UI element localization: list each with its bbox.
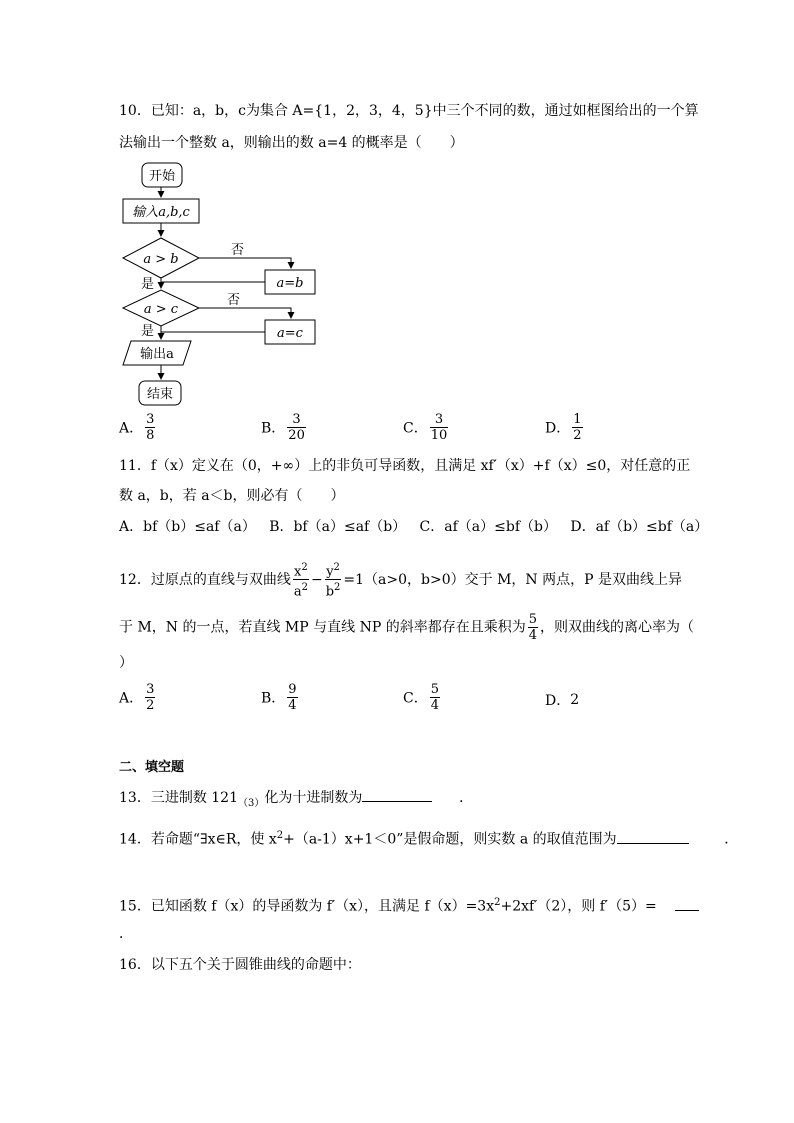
fraction: $\frac{3}{2}$ — [146, 682, 155, 713]
q15-line-1: 15．已知函数 f（x）的导函数为 f′（x），且满足 $f(x)=3x^2+2xf'(2)$，则 f′（5）= — [119, 893, 699, 917]
flow-output-label: 输出a — [140, 347, 174, 362]
flow-no2-label: 否 — [227, 293, 241, 308]
q15-line-2: ． — [119, 926, 133, 942]
fraction: $\frac{9}{4}$ — [288, 682, 297, 713]
fraction: $\frac{3}{20}$ — [288, 412, 305, 443]
q10-option-c — [403, 412, 450, 443]
flow-yes2-label: 是 — [141, 324, 155, 339]
flow-assign2-label: a=c — [277, 326, 303, 341]
q13: 13．三进制数 $121_{(3)}$化为十进制数为 ． — [119, 787, 473, 814]
flow-assign1-label: a=b — [276, 276, 304, 291]
answer-blank[interactable] — [617, 829, 689, 844]
option-label: B． — [261, 420, 286, 437]
fraction: $\frac{3}{10}$ — [430, 412, 448, 443]
q12-option-c: C． $\frac{5}{4}$ — [403, 682, 439, 713]
q11-option-d: D．af（b）≤bf（a） — [570, 519, 709, 535]
q12-option-d: D．2 — [545, 692, 580, 709]
hyperbola-x-term: $\frac{x^2}{a^2}$ — [293, 562, 308, 600]
section-fill-in-title: 二、填空题 — [119, 760, 185, 775]
flow-input-label: 输入a,b,c — [132, 205, 190, 220]
flow-end-label: 结束 — [146, 387, 174, 402]
flowchart — [119, 158, 319, 410]
q11-option-a: A．bf（b）≤af（a） — [119, 519, 256, 535]
q12-option-a: A． $\frac{3}{2}$ — [119, 682, 155, 713]
q12-line-2: 于 M，N 的一点，若直线 MP 与直线 NP 的斜率都存在且乘积为 $\frac{5}{4}$ ，则双曲线的离心率为（ — [119, 612, 694, 643]
q11-line-2: 数 a，b，若 a＜b，则必有（ ） — [119, 488, 345, 504]
flow-yes1-label: 是 — [141, 277, 155, 292]
q12-line-3: ） — [119, 655, 133, 671]
q12-option-b: B． $\frac{9}{4}$ — [261, 682, 297, 713]
q10-option-d — [545, 412, 585, 443]
slope-product-fraction: $\frac{5}{4}$ — [528, 612, 537, 643]
answer-blank[interactable] — [675, 896, 699, 911]
q12-pre: 12．过原点的直线与双曲线 — [119, 571, 291, 588]
hyperbola-y-term: $\frac{y^2}{b^2}$ — [325, 562, 341, 600]
q10-line-1: 10．已知：a，b，c为集合 A={1，2，3，4，5}中三个不同的数，通过如框图给出的一个算 — [119, 103, 699, 119]
flow-start-label: 开始 — [148, 169, 176, 184]
q11-line-1: 11．f（x）定义在（0，+∞）上的非负可导函数，且满足 xf′（x）+f（x）≤0，对任意的正 — [119, 458, 691, 474]
fraction: $\frac{3}{8}$ — [146, 412, 155, 443]
q16: 16．以下五个关于圆锥曲线的命题中： — [119, 957, 361, 973]
q11-options — [119, 517, 708, 537]
flow-no1-label: 否 — [231, 243, 245, 258]
q10-line-2: 法输出一个整数 a，则输出的数 a=4 的概率是（ ） — [119, 135, 464, 151]
fraction: $\frac{1}{2}$ — [573, 412, 582, 443]
q11-option-c: C．af（a）≤bf（b） — [419, 519, 557, 535]
q10-option-a — [119, 412, 157, 443]
q12-post: =1（a>0，b>0）交于 M，N 两点，P 是双曲线上异 — [343, 571, 682, 588]
option-label: A． — [119, 420, 144, 437]
answer-blank[interactable] — [362, 787, 432, 802]
q10-option-b — [261, 412, 308, 443]
flow-cond1-label: a > b — [143, 252, 179, 267]
q12-line-1 — [119, 560, 682, 600]
q14: 14．若命题“∃x∈R，使 $x^2+(a-1)x+1<0$”是假命题，则实数 a 的取值范围为 ． — [119, 830, 739, 848]
minus-sign: − — [310, 571, 323, 588]
option-label: D． — [545, 420, 571, 437]
flow-cond2-label: a > c — [143, 302, 179, 317]
q11-option-b: B．bf（a）≤af（b） — [269, 519, 407, 535]
option-label: C． — [403, 420, 428, 437]
fraction: $\frac{5}{4}$ — [430, 682, 439, 713]
